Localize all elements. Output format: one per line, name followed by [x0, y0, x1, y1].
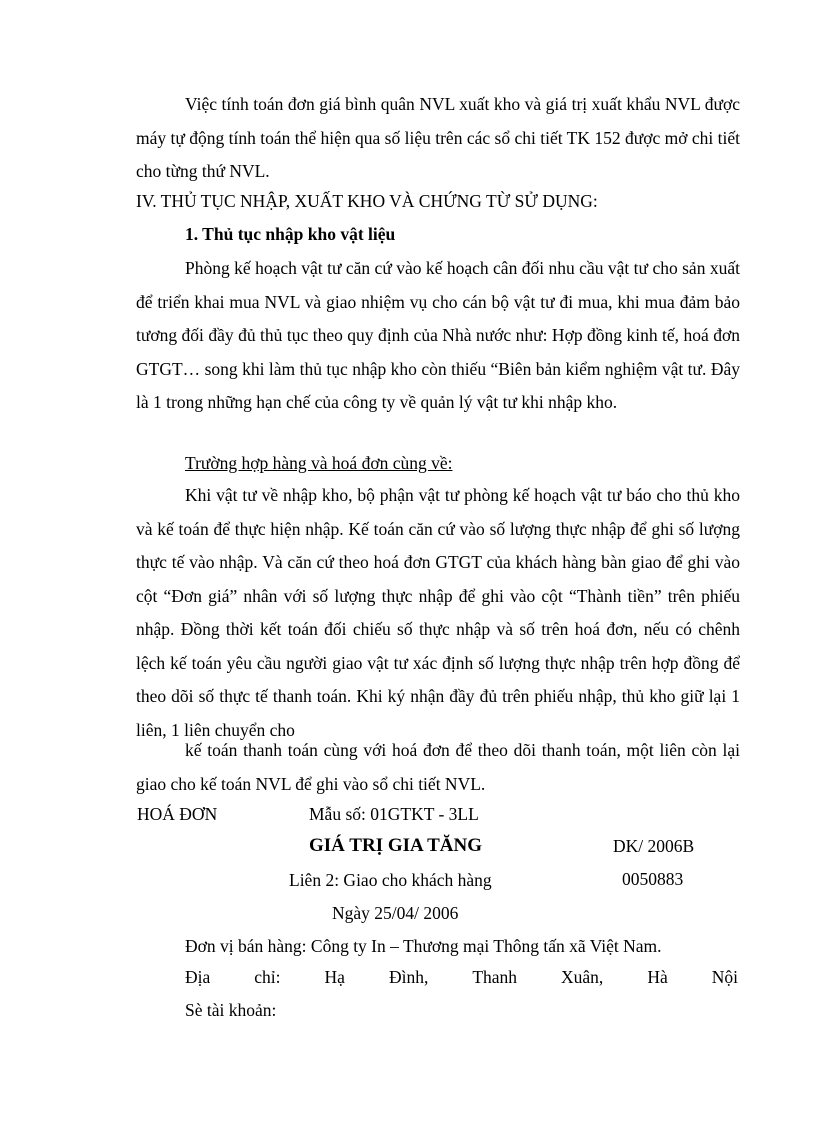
address-word: Nội [711, 967, 738, 987]
invoice-date: Ngày 25/04/ 2006 [332, 903, 459, 923]
address-word: Hạ [324, 967, 345, 987]
invoice-number: 0050883 [622, 869, 684, 889]
procedure-paragraph: Phòng kế hoạch vật tư căn cứ vào kế hoạch cân đối nhu cầu vật tư cho sản xuất để triển khai mua NVL và giao nhiệm vụ cho cán bộ vật tư đi mua, khi mua đảm bảo tương đối đầy đủ thủ tục theo quy định của Nhà nước như: Hợp đồng kinh tế, hoá đơn GTGT… song khi làm thủ tục nhập kho còn thiếu “Biên bản kiểm nghiệm vật tư. Đây là 1 trong những hạn chế của công ty về quản lý vật tư khi nhập kho. [136, 258, 740, 412]
address-word: Xuân, [561, 967, 604, 987]
seller-line: Đơn vị bán hàng: Công ty In – Thương mại Thông tấn xã Việt Nam. [185, 936, 662, 956]
intro-paragraph: Việc tính toán đơn giá bình quân NVL xuất kho và giá trị xuất khẩu NVL được máy tự động tính toán thể hiện qua số liệu trên các sổ chi tiết TK 152 được mở chi tiết cho từng thứ NVL. [136, 94, 740, 181]
subheading: 1. Thủ tục nhập kho vật liệu [185, 224, 396, 244]
case-paragraph: Khi vật tư về nhập kho, bộ phận vật tư phòng kế hoạch vật tư báo cho thủ kho và kế toán để thực hiện nhập. Kế toán căn cứ vào số lượng thực nhập để ghi số lượng thực tế vào nhập. Và căn cứ theo hoá đơn GTGT của khách hàng bàn giao để ghi vào cột “Đơn giá” nhân với số lượng thực nhập để ghi vào cột “Thành tiền” trên phiếu nhập. Đồng thời kết toán đối chiếu số thực nhập và số trên hoá đơn, nếu có chênh lệch kế toán yêu cầu người giao vật tư xác định số lượng thực nhập trên hợp đồng để theo dõi số thực tế thanh toán. Khi ký nhận đầy đủ trên phiếu nhập, thủ kho giữ lại 1 liên, 1 liên chuyển cho [136, 485, 740, 740]
account-line: Sè tài khoản: [185, 1000, 277, 1020]
invoice-label: HOÁ ĐƠN [137, 804, 218, 824]
invoice-title: GIÁ TRỊ GIA TĂNG [309, 835, 482, 856]
section-heading: IV. THỦ TỤC NHẬP, XUẤT KHO VÀ CHỨNG TỪ SỬ DỤNG: [136, 191, 598, 211]
case-heading: Trường hợp hàng và hoá đơn cùng về: [185, 453, 453, 473]
address-word: Thanh [472, 967, 518, 987]
address-word: Địa [185, 967, 211, 987]
address-word: chỉ: [254, 967, 281, 987]
case-continue-paragraph: kế toán thanh toán cùng với hoá đơn để theo dõi thanh toán, một liên còn lại giao cho kế toán NVL để ghi vào sổ chi tiết NVL. [136, 740, 740, 794]
address-line [185, 966, 738, 988]
invoice-serial: DK/ 2006B [613, 836, 695, 856]
invoice-form-number: Mẫu số: 01GTKT - 3LL [309, 804, 479, 824]
address-word: Đình, [388, 967, 429, 987]
address-word: Hà [647, 967, 668, 987]
invoice-copy: Liên 2: Giao cho khách hàng [289, 870, 492, 890]
